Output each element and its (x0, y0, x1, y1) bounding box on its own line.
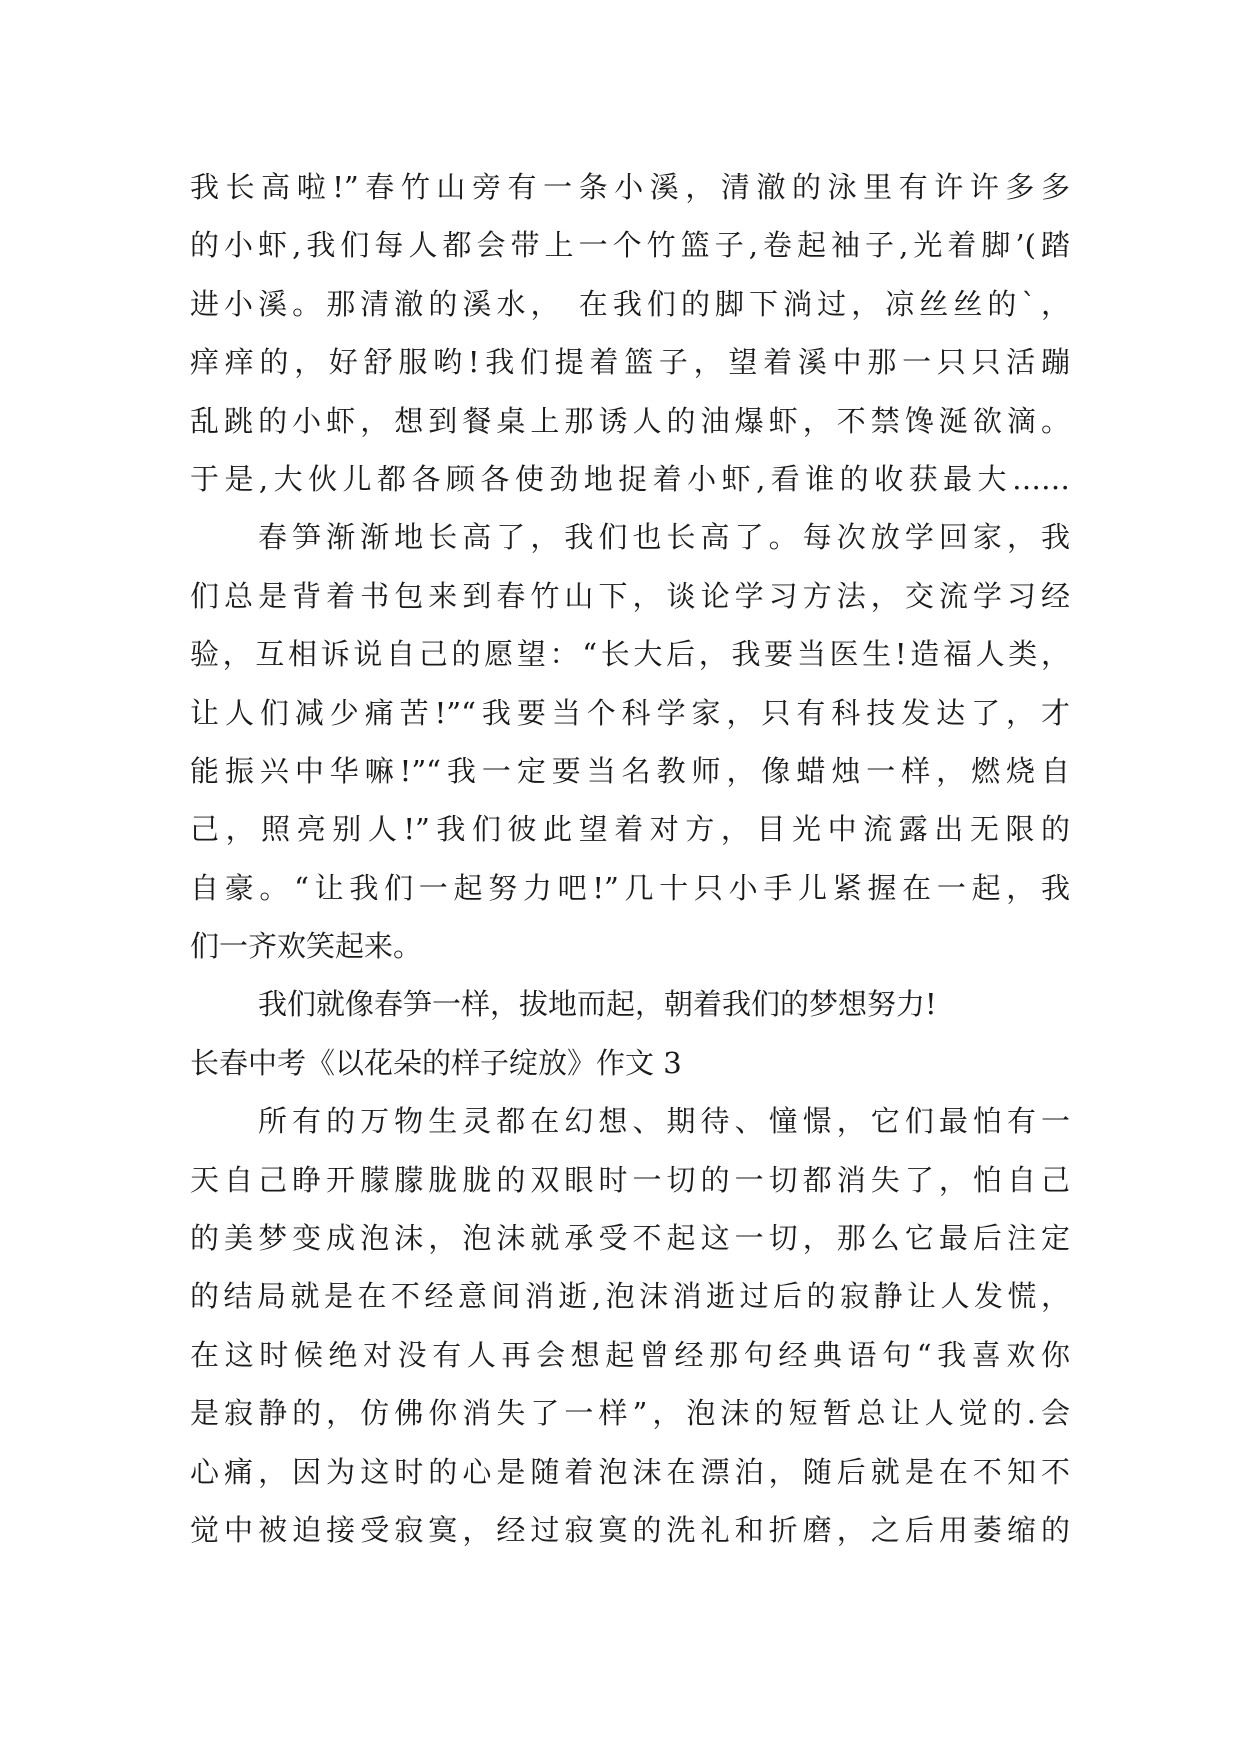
text-line: 己，照亮别人!”我们彼此望着对方，目光中流露出无限的 (190, 812, 1070, 847)
text-line: 能振兴中华嘛!”“我一定要当名教师，像蜡烛一样，燃烧自 (190, 753, 1070, 788)
text-line: 于是,大伙儿都各顾各使劲地捉着小虾,看谁的收获最大…… (190, 461, 1070, 496)
text-line: 天自己睁开朦朦胧胧的双眼时一切的一切都消失了，怕自己 (190, 1162, 1070, 1197)
paragraph-first-line: 春笋渐渐地长高了，我们也长高了。每次放学回家，我 (258, 520, 1070, 555)
text-line: 让人们减少痛苦!”“我要当个科学家，只有科技发达了，才 (190, 695, 1070, 730)
text-line: 觉中被迫接受寂寞，经过寂寞的洗礼和折磨，之后用萎缩的 (190, 1512, 1070, 1547)
section-heading: 长春中考《以花朵的样子绽放》作文 3 (190, 1045, 682, 1080)
text-line: 乱跳的小虾，想到餐桌上那诱人的油爆虾，不禁馋涎欲滴。 (190, 403, 1070, 438)
text-line: 的小虾,我们每人都会带上一个竹篮子,卷起袖子,光着脚’(踏 (190, 228, 1070, 263)
paragraph-single-line: 我们就像春笋一样，拔地而起，朝着我们的梦想努力! (258, 987, 937, 1022)
text-line: 自豪。“让我们一起努力吧!”几十只小手儿紧握在一起，我 (190, 870, 1070, 905)
text-line: 在这时候绝对没有人再会想起曾经那句经典语句“我喜欢你 (190, 1337, 1070, 1372)
text-line: 心痛，因为这时的心是随着泡沫在漂泊，随后就是在不知不 (190, 1454, 1070, 1489)
text-line: 的美梦变成泡沫，泡沫就承受不起这一切，那么它最后注定 (190, 1221, 1070, 1256)
text-line: 进小溪。那清澈的溪水， 在我们的脚下淌过，凉丝丝的`， (190, 286, 1070, 321)
text-line: 痒痒的，好舒服哟!我们提着篮子，望着溪中那一只只活蹦 (190, 345, 1070, 380)
body-text (190, 158, 1070, 1559)
text-line: 们总是背着书包来到春竹山下，谈论学习方法，交流学习经 (190, 578, 1070, 613)
text-line: 是寂静的，仿佛你消失了一样”，泡沫的短暂总让人觉的.会 (190, 1396, 1070, 1431)
paragraph-last-line: 们一齐欢笑起来。 (190, 929, 423, 964)
paragraph-first-line: 所有的万物生灵都在幻想、期待、憧憬，它们最怕有一 (258, 1104, 1070, 1139)
text-line: 我长高啦!”春竹山旁有一条小溪，清澈的泳里有许许多多 (190, 170, 1070, 204)
text-line: 验，互相诉说自己的愿望：“长大后，我要当医生!造福人类， (190, 637, 1070, 672)
text-line: 的结局就是在不经意间消逝,泡沫消逝过后的寂静让人发慌， (190, 1279, 1070, 1314)
